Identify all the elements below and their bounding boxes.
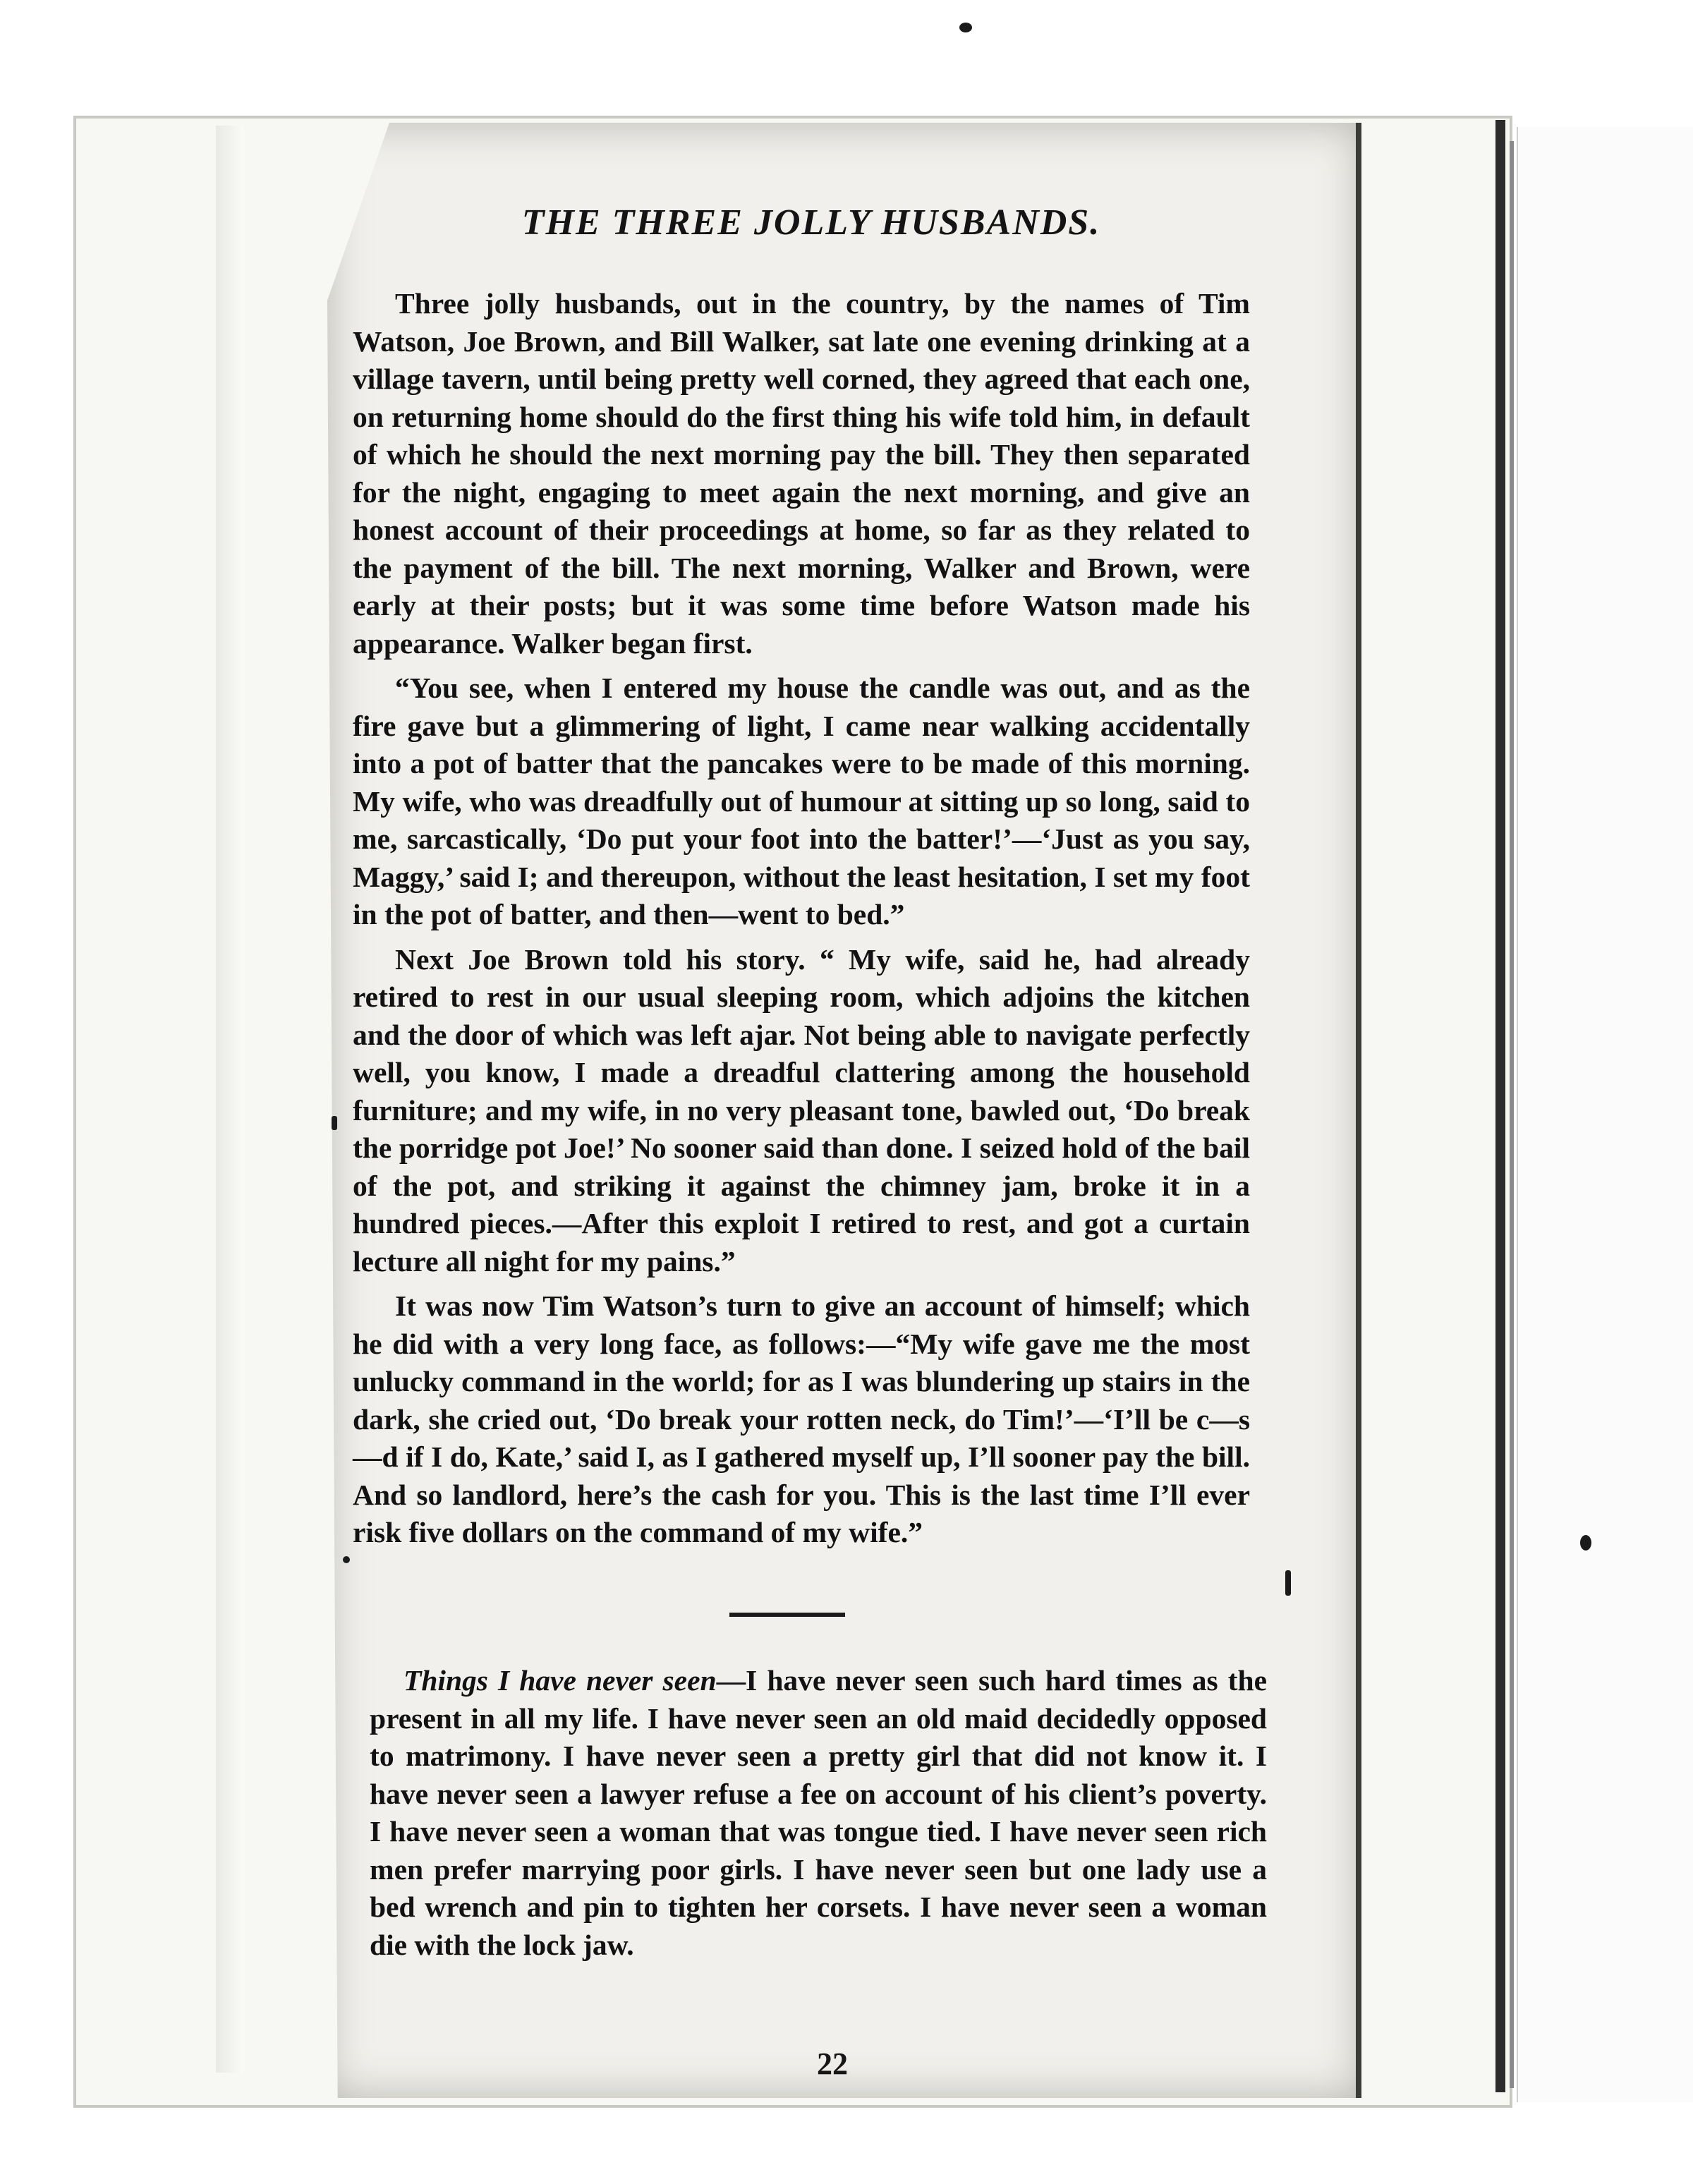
things-paragraph — [370, 1662, 1267, 1964]
things-text: —I have never seen such hard times as the present in all my life. I have never seen an old maid decidedly opposed to matrimony. I have never seen a pretty girl that did not know it. I have never seen a lawyer refuse a fee on account of his client’s poverty. I have never seen a woman that was tongue tied. I have never seen rich men prefer marrying poor girls. I have never seen but one lady use a bed wrench and pin to tighten her corsets. I have never seen a woman die with the lock jaw. — [370, 1664, 1267, 1961]
page-number: 22 — [817, 2046, 848, 2081]
paragraph-brown: Next Joe Brown told his story. “ My wife, said he, had already retired to rest in our usual sleeping room, which adjoins the kitchen and the door of which was left ajar. Not being able to navigate perfectly well, you know, I made a dreadful clattering among the household furniture; and my wife, in no very pleasant tone, bawled out, ‘Do break the porridge pot Joe!’ No sooner said than done. I seized hold of the bail of the pot, and striking it against the chimney jam, broke it in a hundred pieces.—After this exploit I retired to rest, and got a curtain lecture all night for my pains.” — [353, 942, 1250, 1278]
scan-speck — [1285, 1570, 1291, 1596]
facing-page-edge — [1517, 127, 1693, 2102]
paragraph-watson: It was now Tim Watson’s turn to give an account of himself; which he did with a very long face, as follows:—“My wife gave me the most unlucky command in the world; for as I was blundering up stairs in the dark, she cried out, ‘Do break your rotten neck, do Tim!’—‘I’ll be c—s—d if I do, Kate,’ said I, as I gathered myself up, I’ll sooner pay the bill. And so landlord, here’s the cash for you. This is the last time I’ll ever risk five dollars on the command of my wife.” — [353, 1290, 1250, 1548]
book-gutter-inner — [1510, 141, 1514, 2088]
paragraph-intro: Three jolly husbands, out in the country, by the names of Tim Watson, Joe Brown, and Bill Walker, sat late one evening drinking at a village tavern, until being pretty well corned, they agreed that each one, on returning home should do the first thing his wife told him, in default of which he should the next morning pay the bill. They then separated for the night, engaging to meet again the next morning, and give an honest account of their proceedings at home, so far as they related to the payment of the bill. The next morning, Walker and Brown, were early at their posts; but it was some time before Watson made his appearance. Walker began first. — [353, 287, 1250, 660]
things-never-seen — [370, 1662, 1267, 1964]
scan-speck — [332, 1116, 337, 1130]
book-gutter — [1495, 120, 1505, 2092]
page-shadow — [216, 126, 244, 2073]
section-divider — [729, 1613, 845, 1617]
scan-speck — [1580, 1535, 1591, 1551]
scan-speck — [959, 23, 972, 32]
paragraph-walker: “You see, when I entered my house the candle was out, and as the fire gave but a glimmering of light, I came near walking accidentally into a pot of batter that the pancakes were to be made of this morning. My wife, who was dreadfully out of humour at sitting up so long, said to me, sarcastically, ‘Do put your foot into the batter!’—‘Just as you say, Maggy,’ said I; and thereupon, without the least hesitation, I set my foot in the pot of batter, and then—went to bed.” — [353, 672, 1250, 930]
page-title: THE THREE JOLLY HUSBANDS. — [521, 202, 1101, 243]
scan-speck — [343, 1556, 350, 1563]
things-heading: Things I have never seen — [403, 1664, 717, 1697]
story-body — [353, 285, 1250, 1559]
